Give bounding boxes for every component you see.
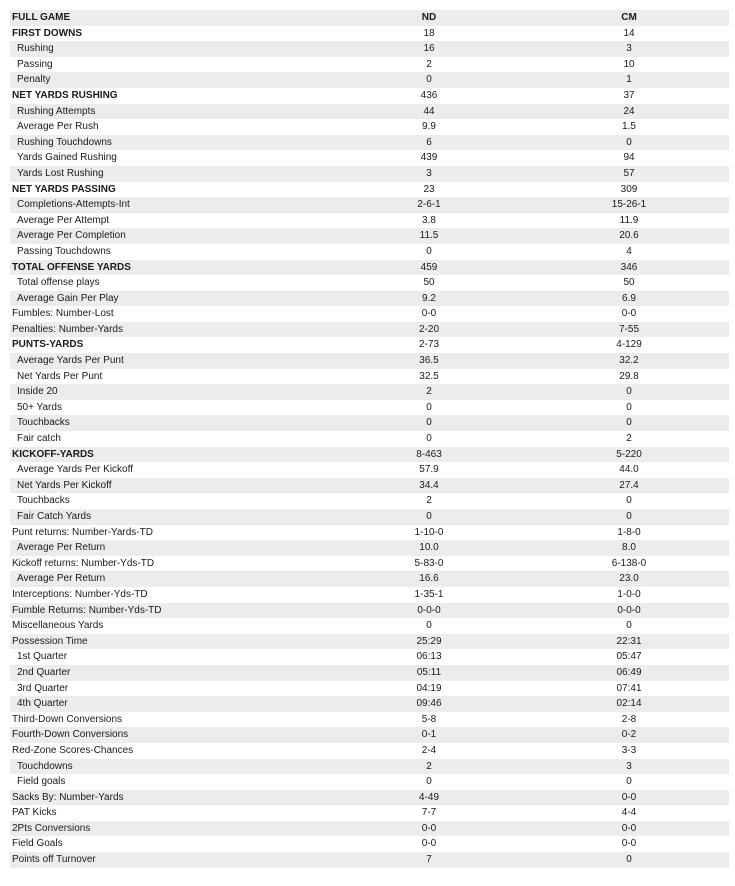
stats-body	[10, 26, 729, 868]
stat-value-cm: 32.2	[529, 353, 729, 369]
stat-value-cm: 02:14	[529, 696, 729, 712]
stat-label: Net Yards Per Punt	[17, 370, 103, 382]
table-row	[10, 509, 729, 525]
table-row	[10, 228, 729, 244]
stat-value-nd: 2-73	[418, 339, 439, 351]
stat-label: Rushing Touchdowns	[10, 135, 329, 151]
stat-value-cm: 20.6	[529, 228, 729, 244]
table-row	[10, 213, 729, 229]
stat-value-nd: 0-1	[329, 727, 529, 743]
stat-value-nd: 2	[329, 759, 529, 775]
team-stats-container	[10, 10, 729, 868]
stat-label: Fair catch	[17, 433, 61, 445]
stat-label: Possession Time	[10, 634, 329, 650]
stat-value-cm: 0	[529, 509, 729, 525]
stat-value-cm: 346	[529, 260, 729, 276]
stat-value-nd: 0	[329, 72, 529, 88]
stat-value-nd: 11.5	[329, 228, 529, 244]
stat-value-cm: 0-0	[621, 838, 637, 850]
stat-value-nd: 0	[426, 433, 432, 445]
stat-label: PUNTS-YARDS	[12, 339, 84, 351]
stat-label: Fourth-Down Conversions	[10, 727, 329, 743]
table-row	[10, 41, 729, 57]
stat-value-nd: 34.4	[329, 478, 529, 494]
stat-value-cm: 24	[529, 104, 729, 120]
stat-value-nd: 57.9	[419, 464, 439, 476]
stat-value-cm: 06:49	[529, 665, 729, 681]
stat-label: Touchdowns	[10, 759, 329, 775]
stat-value-cm: 15-26-1	[529, 197, 729, 213]
stat-value-nd: 436	[420, 89, 438, 101]
stat-value-nd: 09:46	[329, 696, 529, 712]
table-row	[10, 88, 729, 104]
stat-value-cm: 4-129	[616, 339, 642, 351]
stat-value-cm: 05:47	[616, 651, 642, 663]
stat-value-nd: 9.2	[329, 291, 529, 307]
stat-value-cm: 23.0	[529, 571, 729, 587]
table-row	[10, 712, 729, 728]
table-row	[10, 291, 729, 307]
team-stats-table	[10, 10, 729, 868]
stat-value-cm: 11.9	[619, 214, 639, 226]
stat-label: Rushing Attempts	[10, 104, 329, 120]
stat-label: Completions-Attempts-Int	[10, 197, 329, 213]
stat-label: PAT Kicks	[12, 807, 57, 819]
table-row	[10, 135, 729, 151]
table-row	[10, 182, 729, 198]
table-row	[10, 634, 729, 650]
stat-value-nd: 0-0-0	[329, 603, 529, 619]
table-row	[10, 306, 729, 322]
stat-value-nd: 0	[329, 415, 529, 431]
stat-value-cm: 37	[623, 89, 635, 101]
stat-label: Points off Turnover	[10, 852, 329, 868]
table-row	[10, 400, 729, 416]
stat-value-nd: 05:11	[329, 665, 529, 681]
stat-value-nd: 0-0	[421, 308, 437, 320]
stat-value-nd: 2	[426, 58, 432, 70]
stat-label: Average Gain Per Play	[10, 291, 329, 307]
stat-value-nd: 16.6	[329, 571, 529, 587]
table-row	[10, 415, 729, 431]
stat-value-cm: 50	[623, 277, 635, 289]
stat-value-cm: 5-220	[529, 447, 729, 463]
stat-value-cm: 3	[529, 759, 729, 775]
table-row	[10, 322, 729, 338]
table-row	[10, 571, 729, 587]
stat-value-cm: 3-3	[621, 744, 637, 756]
table-row	[10, 369, 729, 385]
stat-value-nd: 18	[423, 27, 435, 39]
table-row	[10, 57, 729, 73]
stat-value-nd: 3.8	[422, 214, 436, 226]
table-row	[10, 587, 729, 603]
stat-label: KICKOFF-YARDS	[10, 447, 329, 463]
stat-label: Yards Lost Rushing	[10, 166, 329, 182]
stat-value-nd: 9.9	[422, 121, 436, 133]
stat-value-nd: 5-83-0	[414, 557, 444, 569]
stat-value-cm: 0-0-0	[529, 603, 729, 619]
stat-label: Sacks By: Number-Yards	[10, 790, 329, 806]
stat-value-nd: 7-7	[421, 807, 437, 819]
stat-value-nd: 44	[329, 104, 529, 120]
stat-value-cm: 6-138-0	[611, 557, 647, 569]
stat-value-nd: 7	[329, 852, 529, 868]
stat-label: Penalty	[10, 72, 329, 88]
stat-label: Miscellaneous Yards	[12, 620, 104, 632]
table-row	[10, 821, 729, 837]
table-row	[10, 384, 729, 400]
stat-label: Net Yards Per Kickoff	[10, 478, 329, 494]
stat-value-cm: 0	[529, 384, 729, 400]
stat-value-nd: 23	[423, 183, 435, 195]
stat-label: Field goals	[17, 776, 66, 788]
stat-value-cm: 0-0	[529, 790, 729, 806]
stat-value-nd: 2	[329, 384, 529, 400]
stat-label: Yards Gained Rushing	[17, 152, 117, 164]
stat-value-cm: 0	[529, 852, 729, 868]
stat-label: Fumbles: Number-Lost	[12, 308, 114, 320]
stat-value-nd: 6	[329, 135, 529, 151]
stat-value-cm: 8.0	[529, 540, 729, 556]
stat-value-nd: 5-8	[421, 713, 437, 725]
stat-label: 50+ Yards	[17, 401, 62, 413]
table-row	[10, 244, 729, 260]
stat-label: Passing	[17, 58, 53, 70]
table-row	[10, 447, 729, 463]
stat-value-nd: 2	[426, 495, 432, 507]
header-team1: ND	[329, 10, 529, 26]
stat-label: Touchbacks	[17, 495, 70, 507]
stat-value-nd: 0	[329, 509, 529, 525]
table-row	[10, 166, 729, 182]
stat-label: Field Goals	[12, 838, 63, 850]
stat-label: Punt returns: Number-Yards-TD	[12, 526, 153, 538]
stat-label: Red-Zone Scores-Chances	[12, 744, 134, 756]
table-row	[10, 852, 729, 868]
table-row	[10, 260, 729, 276]
stat-label: 1st Quarter	[17, 651, 68, 663]
stat-value-nd: 04:19	[416, 682, 442, 694]
stat-value-cm: 1-0-0	[617, 588, 641, 600]
stat-value-cm: 14	[623, 27, 635, 39]
stat-value-cm: 07:41	[616, 682, 642, 694]
stat-value-cm: 7-55	[529, 322, 729, 338]
stat-label: Interceptions: Number-Yds-TD	[12, 588, 148, 600]
table-row	[10, 26, 729, 42]
stat-value-nd: 16	[329, 41, 529, 57]
table-header-row	[10, 10, 729, 26]
stat-label: Total offense plays	[17, 277, 100, 289]
stat-label: Penalties: Number-Yards	[10, 322, 329, 338]
stat-value-cm: 2	[626, 433, 632, 445]
table-row	[10, 665, 729, 681]
stat-value-nd: 2-4	[421, 744, 437, 756]
stat-value-nd: 0	[426, 620, 432, 632]
stat-value-nd: 4-49	[329, 790, 529, 806]
table-row	[10, 774, 729, 790]
table-row	[10, 540, 729, 556]
stat-value-cm: 0	[529, 415, 729, 431]
stat-value-nd: 1-35-1	[414, 588, 444, 600]
stat-value-nd: 10.0	[329, 540, 529, 556]
stat-value-nd: 32.5	[419, 370, 439, 382]
table-row	[10, 337, 729, 353]
stat-value-nd: 06:13	[416, 651, 442, 663]
stat-label: FIRST DOWNS	[12, 27, 82, 39]
stat-value-cm: 94	[623, 152, 635, 164]
stat-value-cm: 0	[626, 401, 632, 413]
stat-value-nd: 1-10-0	[414, 526, 444, 538]
stat-value-nd: 25:29	[329, 634, 529, 650]
stat-value-nd: 0	[426, 245, 432, 257]
stat-value-nd: 0-0	[421, 838, 437, 850]
stat-value-cm: 0	[626, 776, 632, 788]
stat-value-cm: 3	[529, 41, 729, 57]
stat-value-cm: 0	[529, 135, 729, 151]
table-row	[10, 493, 729, 509]
stat-label: Third-Down Conversions	[12, 713, 123, 725]
table-row	[10, 603, 729, 619]
stat-label: 2Pts Conversions	[10, 821, 329, 837]
stat-label: Passing Touchdowns	[17, 245, 111, 257]
stat-value-cm: 0-0	[621, 308, 637, 320]
stat-value-nd: 2-20	[329, 322, 529, 338]
stat-value-cm: 2-8	[621, 713, 637, 725]
table-row	[10, 649, 729, 665]
stat-value-cm: 57	[529, 166, 729, 182]
table-row	[10, 556, 729, 572]
stat-label: Average Per Return	[10, 540, 329, 556]
table-row	[10, 836, 729, 852]
stat-value-cm: 4-4	[621, 807, 637, 819]
stat-label: NET YARDS PASSING	[12, 183, 116, 195]
table-row	[10, 790, 729, 806]
stat-value-cm: 44.0	[619, 464, 639, 476]
stat-label: Average Per Rush	[17, 121, 99, 133]
stat-label: Average Yards Per Punt	[10, 353, 329, 369]
stat-value-cm: 1	[529, 72, 729, 88]
table-row	[10, 525, 729, 541]
stat-value-cm: 0	[626, 495, 632, 507]
stat-value-nd: 439	[420, 152, 438, 164]
stat-label: NET YARDS RUSHING	[12, 89, 118, 101]
stat-value-nd: 2-6-1	[329, 197, 529, 213]
stat-value-cm: 309	[620, 183, 638, 195]
table-row	[10, 618, 729, 634]
table-row	[10, 727, 729, 743]
stat-label: 3rd Quarter	[17, 682, 69, 694]
stat-label: Rushing	[10, 41, 329, 57]
table-row	[10, 119, 729, 135]
stat-value-cm: 6.9	[529, 291, 729, 307]
table-row	[10, 478, 729, 494]
table-row	[10, 275, 729, 291]
stat-label: Fumble Returns: Number-Yds-TD	[10, 603, 329, 619]
stat-value-nd: 0-0	[329, 821, 529, 837]
table-row	[10, 759, 729, 775]
stat-label: Kickoff returns: Number-Yds-TD	[12, 557, 155, 569]
stat-label: Average Per Return	[10, 571, 329, 587]
stat-value-nd: 8-463	[329, 447, 529, 463]
stat-value-cm: 22:31	[529, 634, 729, 650]
stat-value-cm: 0	[626, 620, 632, 632]
table-row	[10, 431, 729, 447]
stat-label: Touchbacks	[10, 415, 329, 431]
table-row	[10, 197, 729, 213]
table-row	[10, 150, 729, 166]
table-row	[10, 353, 729, 369]
table-row	[10, 462, 729, 478]
stat-label: Average Yards Per Kickoff	[17, 464, 133, 476]
stat-value-cm: 0-0	[529, 821, 729, 837]
stat-label: Average Per Attempt	[17, 214, 110, 226]
stat-value-nd: 0	[426, 401, 432, 413]
stat-value-nd: 36.5	[329, 353, 529, 369]
stat-value-nd: 0	[426, 776, 432, 788]
stat-label: 4th Quarter	[10, 696, 329, 712]
stat-value-cm: 4	[626, 245, 632, 257]
table-row	[10, 805, 729, 821]
stat-label: TOTAL OFFENSE YARDS	[10, 260, 329, 276]
stat-value-cm: 27.4	[529, 478, 729, 494]
stat-value-cm: 0-2	[529, 727, 729, 743]
stat-label: 2nd Quarter	[10, 665, 329, 681]
table-row	[10, 681, 729, 697]
table-row	[10, 72, 729, 88]
table-row	[10, 696, 729, 712]
stat-label: Inside 20	[10, 384, 329, 400]
stat-value-cm: 10	[623, 58, 635, 70]
table-row	[10, 104, 729, 120]
stat-value-cm: 1.5	[622, 121, 636, 133]
stat-value-nd: 3	[329, 166, 529, 182]
stat-value-nd: 50	[423, 277, 435, 289]
table-row	[10, 743, 729, 759]
stat-label: Average Per Completion	[10, 228, 329, 244]
header-team2: CM	[529, 10, 729, 26]
stat-label: Fair Catch Yards	[10, 509, 329, 525]
stat-value-cm: 29.8	[619, 370, 639, 382]
stat-value-cm: 1-8-0	[617, 526, 641, 538]
stat-value-nd: 459	[329, 260, 529, 276]
header-title: FULL GAME	[10, 10, 329, 26]
